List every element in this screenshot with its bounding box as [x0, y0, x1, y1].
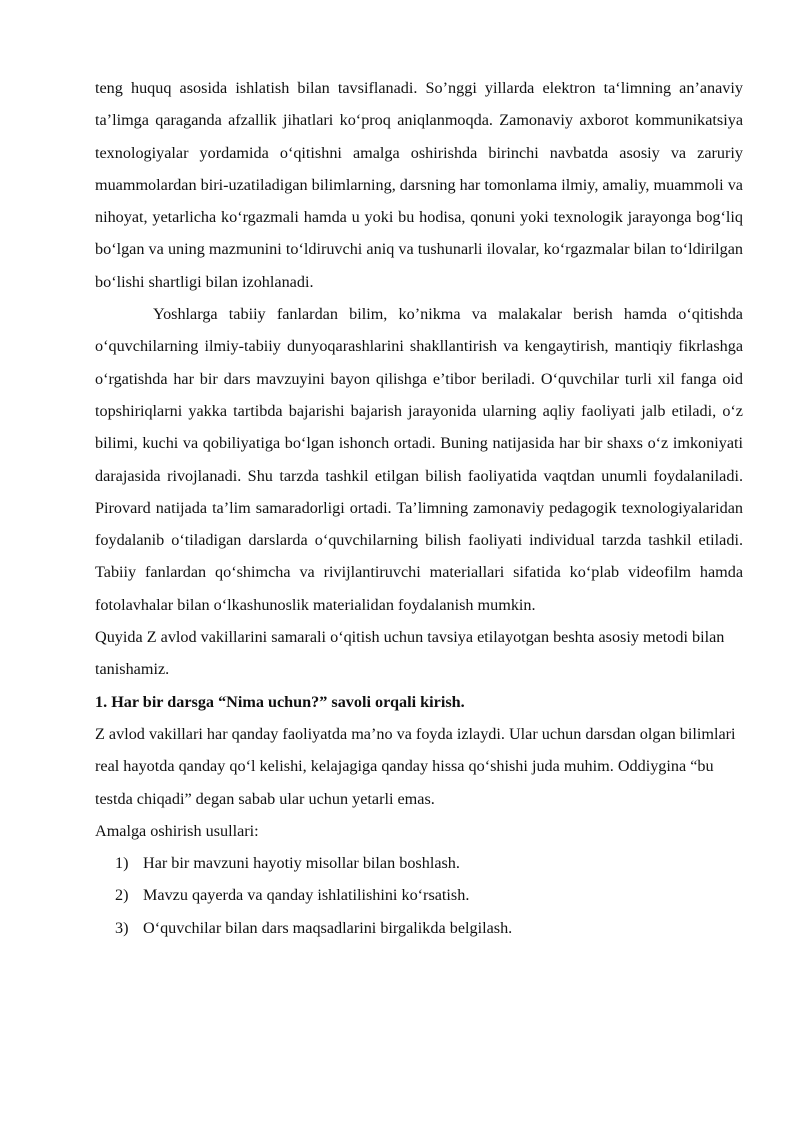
list-item-text: Har bir mavzuni hayotiy misollar bilan boshlash. [143, 854, 460, 873]
list-item-text: Mavzu qayerda va qanday ishlatilishini ko‘rsatish. [143, 886, 470, 905]
list-item-text: O‘quvchilar bilan dars maqsadlarini birgalikda belgilash. [143, 918, 513, 937]
section-heading-1: 1. Har bir darsga “Nima uchun?” savoli orqali kirish. [95, 692, 465, 711]
paragraph-methods-label: Amalga oshirish usullari: [95, 821, 259, 840]
list-item-number: 3) [115, 918, 129, 937]
list-item-number: 2) [115, 886, 129, 905]
list-item-number: 1) [115, 854, 129, 873]
paragraph-z-generation-intro: Quyida Z avlod vakillarini samarali o‘qitish uchun tavsiya etilayotgan beshta asosiy metodi bilan tanishamiz. [95, 628, 725, 679]
paragraph-meaning: Z avlod vakillari har qanday faoliyatda ma’no va foyda izlaydi. Ular uchun darsdan olgan bilimlari real hayotda qanday qo‘l kelishi, kelajagiga qanday hissa qo‘shishi juda muhim. Oddiygina “bu testda chiqadi” degan sabab ular uchun yetarli emas. [95, 724, 736, 808]
list-item [115, 879, 743, 911]
paragraph-intro: teng huquq asosida ishlatish bilan tavsiflanadi. So’nggi yillarda elektron ta‘limning an’anaviy ta’limga qaraganda afzallik jihatlari ko‘proq aniqlanmoqda. Zamonaviy axborot kommunikatsiya texnologiyalar yordamida o‘qitishni amalga oshirishda birinchi navbatda asosiy va zaruriy muammolardan biri-uzatiladigan bilimlarning, darsning har tomonlama ilmiy, amaliy, muammoli va nihoyat, yetarlicha ko‘rgazmali hamda u yoki bu hodisa, qonuni yoki texnologik jarayonga bog‘liq bo‘lgan va uning mazmunini to‘ldiruvchi aniq va tushunarli ilovalar, ko‘rgazmalar bilan to‘ldirilgan bo‘lishi shartligi bilan izohlanadi. [95, 79, 743, 291]
methods-list [95, 847, 743, 944]
document-page [95, 72, 743, 944]
list-item [115, 912, 743, 944]
list-item [115, 847, 743, 879]
paragraph-natural-sciences: Yoshlarga tabiiy fanlardan bilim, ko’nikma va malakalar berish hamda o‘qitishda o‘quvchilarning ilmiy-tabiiy dunyoqarashlarini shakllantirish va kengaytirish, mantiqiy fikrlashga o‘rgatishda har bir dars mavzuyini bayon qilishga e’tibor beriladi. O‘quvchilar turli xil fanga oid topshiriqlarni yakka tartibda bajarishi bajarish jarayonida ularning aqliy faoliyati jalb etiladi, o‘z bilimi, kuchi va qobiliyatiga bo‘lgan ishonch ortadi. Buning natijasida har bir shaxs o‘z imkoniyati darajasida rivojlanadi. Shu tarzda tashkil etilgan bilish faoliyatida vaqtdan unumli foydalaniladi. Pirovard natijada ta’lim samaradorligi ortadi. Ta’limning zamonaviy pedagogik texnologiyalaridan foydalanib o‘tiladigan darslarda o‘quvchilarning bilish faoliyati individual tarzda tashkil etiladi. Tabiiy fanlardan qo‘shimcha va rivijlantiruvchi materiallari sifatida ko‘plab videofilm hamda fotolavhalar bilan o‘lkashunoslik materialidan foydalanish mumkin. [95, 305, 743, 614]
